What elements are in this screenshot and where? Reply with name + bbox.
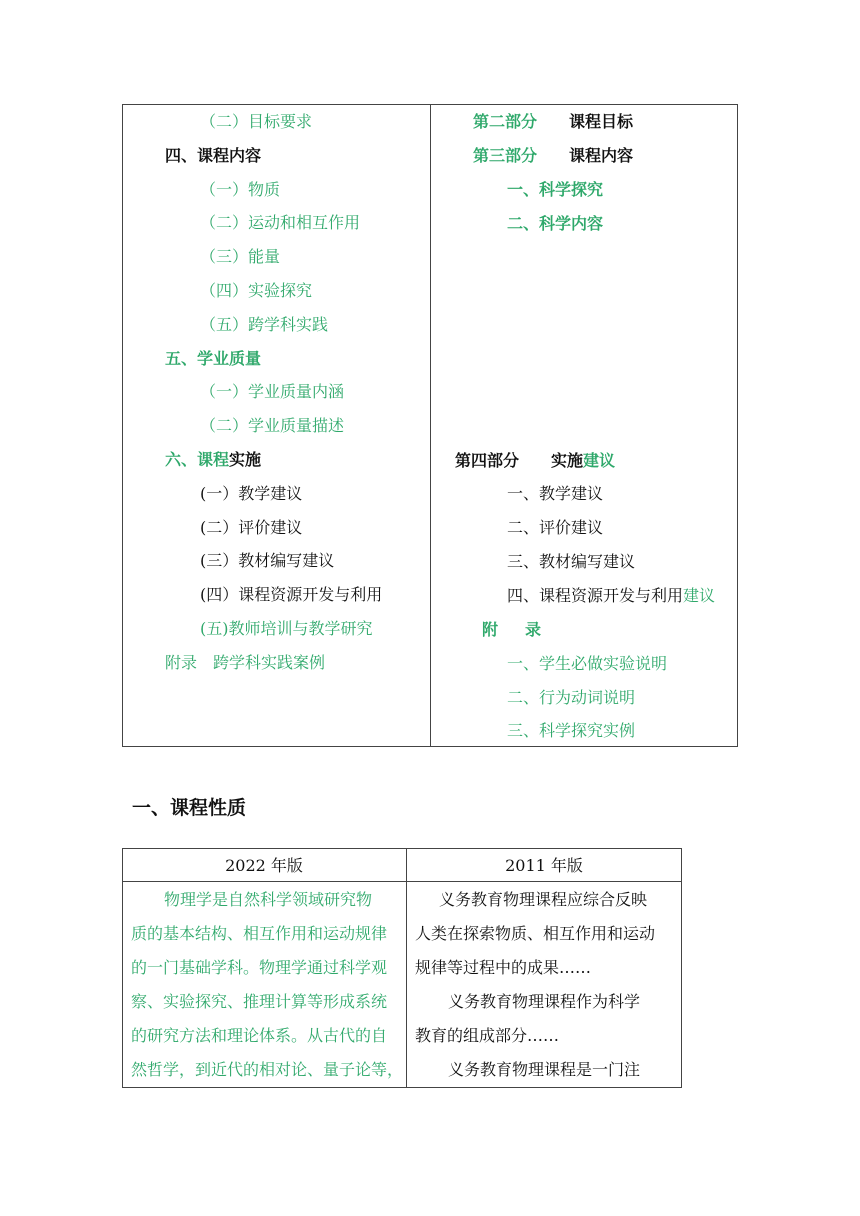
appendix-label-a: 附 [482, 620, 499, 639]
outline-left-item: (一）教学建议 [200, 483, 303, 503]
outline-left-item: (五)教师培训与教学研究 [200, 619, 373, 638]
outline-left-item: 四、课程内容 [165, 145, 262, 165]
part2-title: 课程目标 [569, 112, 634, 131]
outline-left-item-part: 实施 [229, 450, 262, 469]
part2-label: 第二部分 [473, 112, 538, 131]
outline-left-item: （二）学业质量描述 [200, 416, 345, 436]
right-item-4 [507, 586, 715, 606]
outline-left-item: （一）物质 [200, 179, 281, 199]
outline-left-item: (二）评价建议 [200, 517, 303, 537]
right-item-2: 二、评价建议 [507, 518, 604, 537]
right-item-4-b: 建议 [683, 586, 716, 605]
text-2011-line: 义务教育物理课程应综合反映 [439, 890, 648, 909]
text-2011-line: 规律等过程中的成果…… [415, 958, 592, 977]
outline-left-item: （三）能量 [200, 247, 281, 267]
right-item-3: 三、教材编写建议 [507, 552, 636, 571]
comparison-header-divider [122, 881, 682, 882]
outline-left-item [165, 450, 261, 470]
outline-left-item: 附录 跨学科实践案例 [165, 652, 326, 672]
outline-left-item: (三）教材编写建议 [200, 551, 335, 571]
outline-left-item: （五）跨学科实践 [200, 314, 329, 334]
right-item-1: 一、教学建议 [507, 484, 604, 503]
part4-title-a: 实施 [551, 451, 584, 470]
appendix-item-2: 二、行为动词说明 [507, 688, 636, 707]
part4-label: 第四部分 [455, 451, 520, 470]
outline-left-item-part: 六、课程 [165, 450, 230, 469]
science-content: 二、科学内容 [507, 214, 604, 233]
text-2022-line: 的研究方法和理论体系。从古代的自 [131, 1026, 388, 1045]
outline-column-divider [430, 104, 431, 747]
appendix-label-b: 录 [525, 620, 542, 639]
text-2022-line: 察、实验探究、推理计算等形成系统 [131, 992, 388, 1011]
text-2011-line: 人类在探索物质、相互作用和运动 [415, 924, 656, 943]
science-inquiry: 一、科学探究 [507, 180, 604, 199]
text-2022-line: 的一门基础学科。物理学通过科学观 [131, 958, 388, 977]
appendix-item-3: 三、科学探究实例 [507, 721, 636, 740]
right-item-4-a: 四、课程资源开发与利用 [507, 586, 684, 605]
outline-left-item: (四）课程资源开发与利用 [200, 585, 383, 605]
text-2011-line: 教育的组成部分…… [415, 1026, 560, 1045]
outline-left-item: 五、学业质量 [165, 348, 262, 368]
text-2022-line: 物理学是自然科学领域研究物 [164, 890, 373, 909]
appendix-item-1: 一、学生必做实验说明 [507, 654, 668, 673]
outline-left-item: （二）运动和相互作用 [200, 213, 361, 233]
part4-title [551, 451, 615, 471]
outline-left-item: （四）实验探究 [200, 281, 313, 300]
part4-title-b: 建议 [583, 451, 616, 470]
part3-title: 课程内容 [569, 146, 634, 165]
outline-left-item: （一）学业质量内涵 [200, 382, 345, 402]
text-2022-line: 然哲学，到近代的相对论、量子论等， [131, 1060, 404, 1079]
outline-left-item: （二）目标要求 [200, 112, 313, 131]
part3-label: 第三部分 [473, 146, 538, 165]
text-2011-line: 义务教育物理课程作为科学 [448, 992, 641, 1011]
header-2011: 2011 年版 [505, 856, 583, 875]
section-heading: 一、课程性质 [132, 797, 247, 819]
text-2011-line: 义务教育物理课程是一门注 [448, 1060, 641, 1079]
header-2022: 2022 年版 [225, 856, 303, 875]
comparison-column-divider [406, 848, 407, 1088]
text-2022-line: 质的基本结构、相互作用和运动规律 [131, 924, 388, 943]
